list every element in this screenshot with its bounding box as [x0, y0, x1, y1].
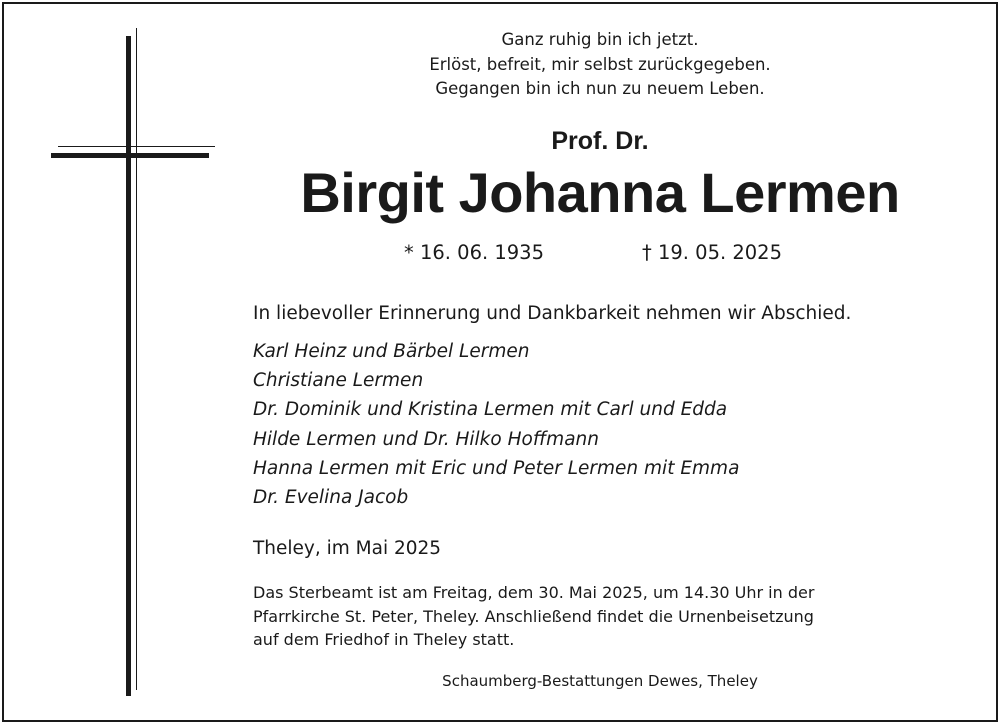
service-line: auf dem Friedhof in Theley statt.	[253, 630, 515, 649]
service-line: Pfarrkirche St. Peter, Theley. Anschließend findet die Urnenbeisetzung	[253, 606, 814, 626]
cross-horizontal-bar	[51, 153, 209, 158]
mourner-entry: Dr. Dominik und Kristina Lermen mit Carl und Edda	[253, 399, 728, 421]
mourners-list	[253, 337, 739, 512]
cross-horizontal-thin-line	[58, 146, 215, 147]
verse-line: Gegangen bin ich nun zu neuem Leben.	[435, 79, 765, 98]
service-information	[253, 581, 814, 652]
place-and-date: Theley, im Mai 2025	[253, 538, 442, 559]
mourner-entry: Christiane Lermen	[253, 370, 424, 392]
verse-line: Erlöst, befreit, mir selbst zurückgegeben.	[429, 54, 771, 74]
service-line: Das Sterbeamt ist am Freitag, dem 30. Mai 2025, um 14.30 Uhr in der	[253, 583, 815, 602]
memorial-verse	[370, 28, 830, 102]
cross-vertical-bar	[126, 36, 131, 696]
death-date: † 19. 05. 2025	[642, 241, 782, 264]
mourner-entry: Karl Heinz und Bärbel Lermen	[253, 341, 530, 362]
mourner-entry: Dr. Evelina Jacob	[253, 487, 409, 509]
academic-title: Prof. Dr.	[551, 127, 649, 155]
birth-date: * 16. 06. 1935	[404, 241, 544, 264]
funeral-home: Schaumberg-Bestattungen Dewes, Theley	[442, 672, 758, 690]
cross-vertical-thin-line	[136, 28, 137, 690]
deceased-name: Birgit Johanna Lermen	[300, 161, 900, 224]
farewell-text: In liebevoller Erinnerung und Dankbarkeit nehmen wir Abschied.	[253, 303, 852, 324]
mourner-entry: Hanna Lermen mit Eric und Peter Lermen mit Emma	[253, 457, 740, 479]
verse-line: Ganz ruhig bin ich jetzt.	[501, 30, 699, 49]
mourner-entry: Hilde Lermen und Dr. Hilko Hoffmann	[253, 428, 599, 450]
